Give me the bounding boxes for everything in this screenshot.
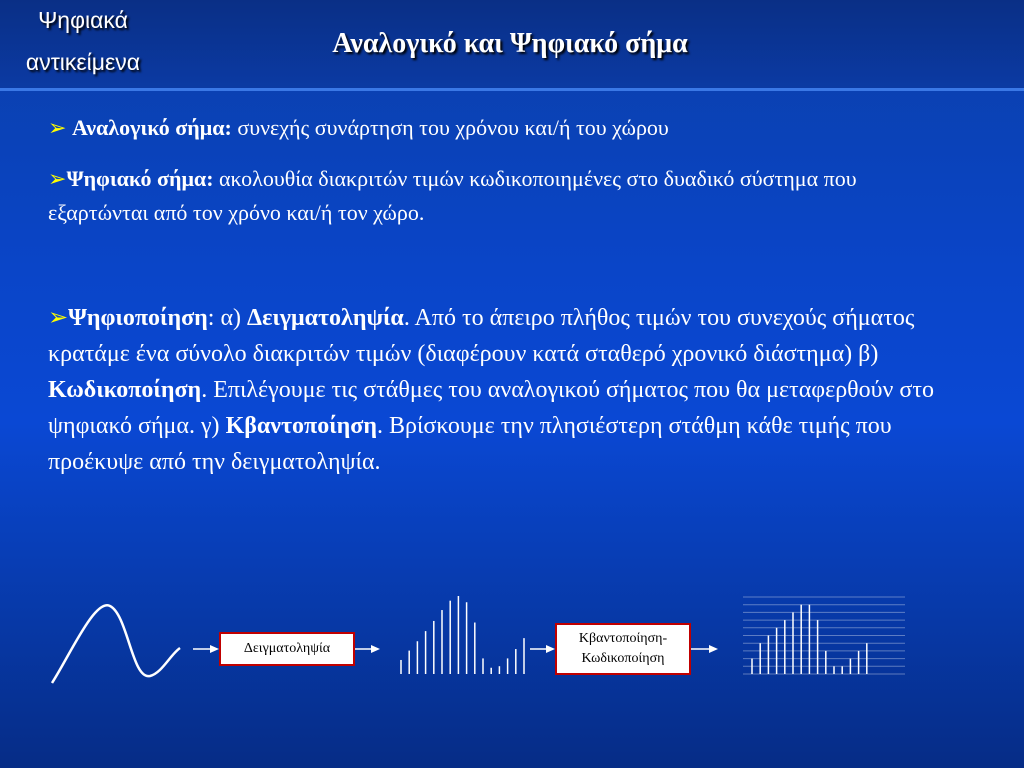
sampling-term: Δειγματοληψία — [247, 305, 404, 331]
slide-title: Αναλογικό και Ψηφιακό σήμα — [332, 28, 688, 59]
digitization-text-1: : α) — [207, 305, 248, 331]
bullet-arrow-icon: ➢ — [48, 166, 67, 191]
sampled-signal — [401, 596, 524, 674]
arrow-to-sampling — [193, 645, 219, 653]
section-label-line1: Ψηφιακά — [38, 7, 128, 33]
analog-wave-curve — [52, 605, 180, 683]
quantization-box-line1: Κβαντοποίηση- — [578, 631, 668, 646]
digitization-term: Ψηφιοποίηση — [68, 305, 208, 331]
digitization-text-3: . Επιλέγουμε τις στάθμες του αναλογικού σήματος που θα μεταφερθούν στο ψηφιακό σήμα. γ) — [48, 377, 934, 439]
bullet-arrow-icon: ➢ — [48, 305, 69, 331]
digitization-text-2: . Από το άπειρο πλήθος τιμών του συνεχούς σήματος κρατάμε ένα σύνολο διακριτών τιμών (διαφέρουν κατά σταθερό χρονικό διάστημα) β) — [48, 305, 915, 367]
quantization-levels-grid — [743, 597, 905, 674]
bullet-arrow-icon: ➢ — [48, 115, 67, 140]
quantized-signal — [752, 605, 867, 674]
arrow-from-sampling — [355, 645, 380, 653]
quantization-term: Κβαντοποίηση — [225, 413, 377, 439]
digitization-text-4: . Βρίσκουμε την πλησιέστερη στάθμη κάθε τιμής που προέκυψε από την δειγματοληψία. — [48, 413, 892, 475]
section-label-line2: αντικείμενα — [25, 49, 141, 75]
digital-term: Ψηφιακό σήμα: — [66, 166, 214, 191]
arrow-to-quantization — [530, 645, 555, 653]
sampling-box: Δειγματοληψία — [219, 632, 355, 666]
arrow-from-quantization — [691, 645, 718, 653]
quantization-coding-box — [555, 623, 691, 675]
quantization-box-line2: Κωδικοποίηση — [581, 651, 665, 666]
digital-text: ακολουθία διακριτών τιμών κωδικοποιημένες στο δυαδικό σύστημα που εξαρτώνται από τον χρόνο και/ή τον χώρο. — [48, 166, 857, 225]
analog-text: συνεχής συνάρτηση του χρόνου και/ή του χώρου — [231, 115, 669, 140]
coding-term: Κωδικοποίηση — [48, 377, 202, 403]
analog-term: Αναλογικό σήμα: — [71, 115, 232, 140]
